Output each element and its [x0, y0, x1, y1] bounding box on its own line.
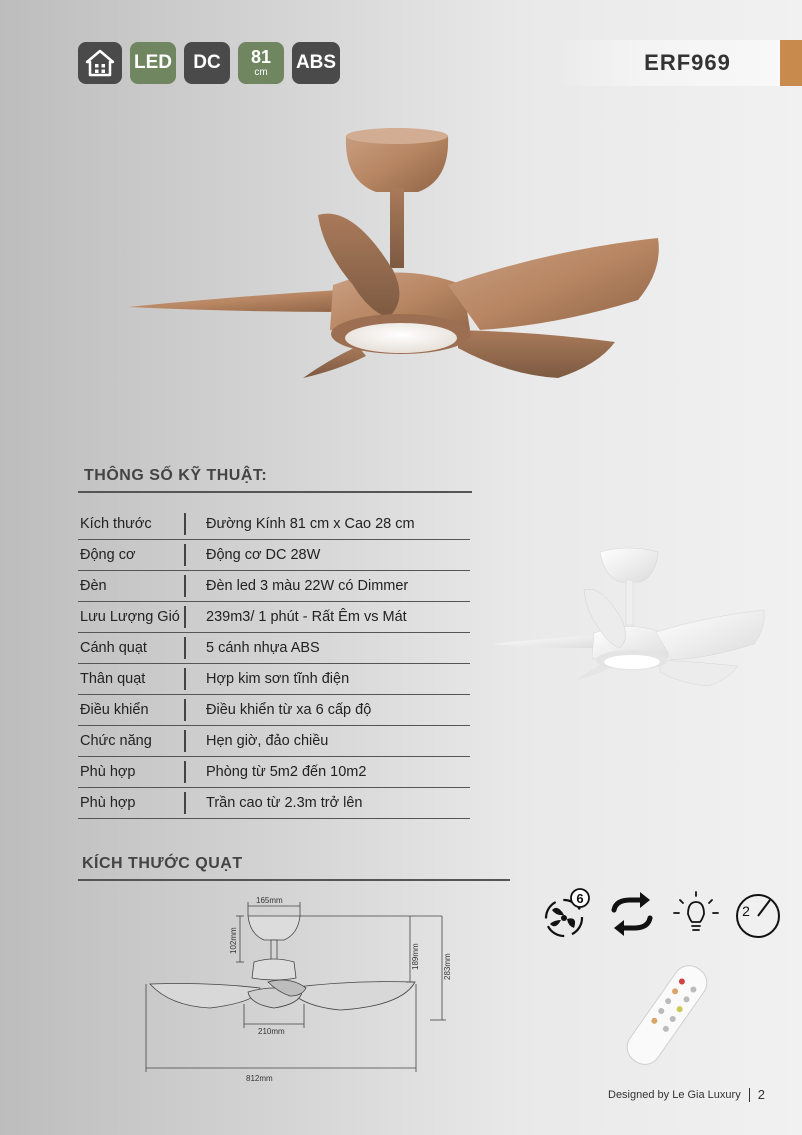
spec-value: Hẹn giờ, đảo chiều — [206, 733, 329, 749]
spec-divider — [184, 730, 186, 752]
spec-value: Hợp kim sơn tĩnh điện — [206, 671, 350, 687]
dim-body-height: 189mm — [411, 943, 420, 970]
size-badge — [238, 42, 284, 84]
spec-row — [78, 757, 470, 788]
spec-value: Động cơ DC 28W — [206, 547, 321, 563]
timer-icon — [730, 886, 786, 942]
spec-title: THÔNG SỐ KỸ THUẬT: — [84, 467, 268, 484]
size-unit: cm — [254, 67, 268, 78]
timer-hours: 2 — [742, 903, 750, 919]
reverse-icon — [604, 886, 660, 942]
spec-row — [78, 788, 470, 819]
spec-label: Cánh quạt — [80, 640, 147, 656]
remote-control-image — [612, 965, 722, 1065]
spec-title-underline — [78, 491, 472, 493]
dim-light-width: 210mm — [258, 1027, 285, 1036]
spec-value: 5 cánh nhựa ABS — [206, 640, 320, 656]
spec-label: Phù hợp — [80, 795, 136, 811]
spec-row — [78, 509, 470, 540]
abs-badge: ABS — [292, 42, 340, 84]
spec-row — [78, 602, 470, 633]
spec-divider — [184, 792, 186, 814]
footer-divider — [749, 1088, 750, 1102]
dimension-title-underline — [78, 879, 510, 881]
spec-label: Lưu Lượng Gió — [80, 609, 180, 625]
spec-divider — [184, 544, 186, 566]
spec-label: Đèn — [80, 578, 107, 594]
spec-divider — [184, 606, 186, 628]
fan-product-image-gold — [118, 120, 668, 395]
spec-row — [78, 540, 470, 571]
spec-label: Phù hợp — [80, 764, 136, 780]
size-value: 81 — [250, 47, 272, 67]
spec-value: Điều khiển từ xa 6 cấp độ — [206, 702, 372, 718]
spec-divider — [184, 637, 186, 659]
dim-canopy-height: 102mm — [229, 927, 238, 954]
model-name: ERF969 — [644, 50, 731, 75]
spec-row — [78, 695, 470, 726]
spec-label: Thân quạt — [80, 671, 146, 687]
spec-row — [78, 571, 470, 602]
spec-table — [78, 509, 470, 819]
spec-value: Phòng từ 5m2 đến 10m2 — [206, 764, 367, 780]
light-bulb-icon — [668, 886, 724, 942]
spec-label: Động cơ — [80, 547, 136, 563]
spec-row — [78, 664, 470, 695]
spec-divider — [184, 513, 186, 535]
dimension-diagram — [140, 892, 460, 1087]
led-badge: LED — [130, 42, 176, 84]
footer — [608, 1087, 765, 1102]
dim-fan-diameter: 812mm — [246, 1074, 273, 1083]
footer-credit: Designed by Le Gia Luxury — [608, 1088, 741, 1101]
spec-divider — [184, 668, 186, 690]
house-icon — [78, 42, 122, 84]
dimension-title: KÍCH THƯỚC QUẠT — [82, 855, 243, 872]
spec-label: Kích thước — [80, 516, 152, 532]
spec-label: Chức năng — [80, 733, 152, 749]
spec-divider — [184, 575, 186, 597]
spec-row — [78, 633, 470, 664]
spec-value: Trần cao từ 2.3m trở lên — [206, 795, 363, 811]
page-number: 2 — [757, 1087, 765, 1102]
speed-level: 6 — [576, 891, 584, 906]
spec-divider — [184, 699, 186, 721]
spec-row — [78, 726, 470, 757]
spec-label: Điều khiển — [80, 702, 149, 718]
spec-value: 239m3/ 1 phút - Rất Êm vs Mát — [206, 609, 407, 625]
spec-value: Đèn led 3 màu 22W có Dimmer — [206, 578, 409, 594]
dim-canopy-width: 165mm — [256, 896, 283, 905]
fan-speed-icon — [538, 886, 594, 942]
spec-value: Đường Kính 81 cm x Cao 28 cm — [206, 516, 415, 532]
model-accent-bar — [780, 40, 802, 86]
dc-badge: DC — [184, 42, 230, 84]
spec-divider — [184, 761, 186, 783]
dim-total-height: 283mm — [443, 953, 452, 980]
model-header — [555, 40, 780, 86]
fan-product-image-white — [488, 540, 768, 690]
feature-badges — [78, 42, 340, 84]
